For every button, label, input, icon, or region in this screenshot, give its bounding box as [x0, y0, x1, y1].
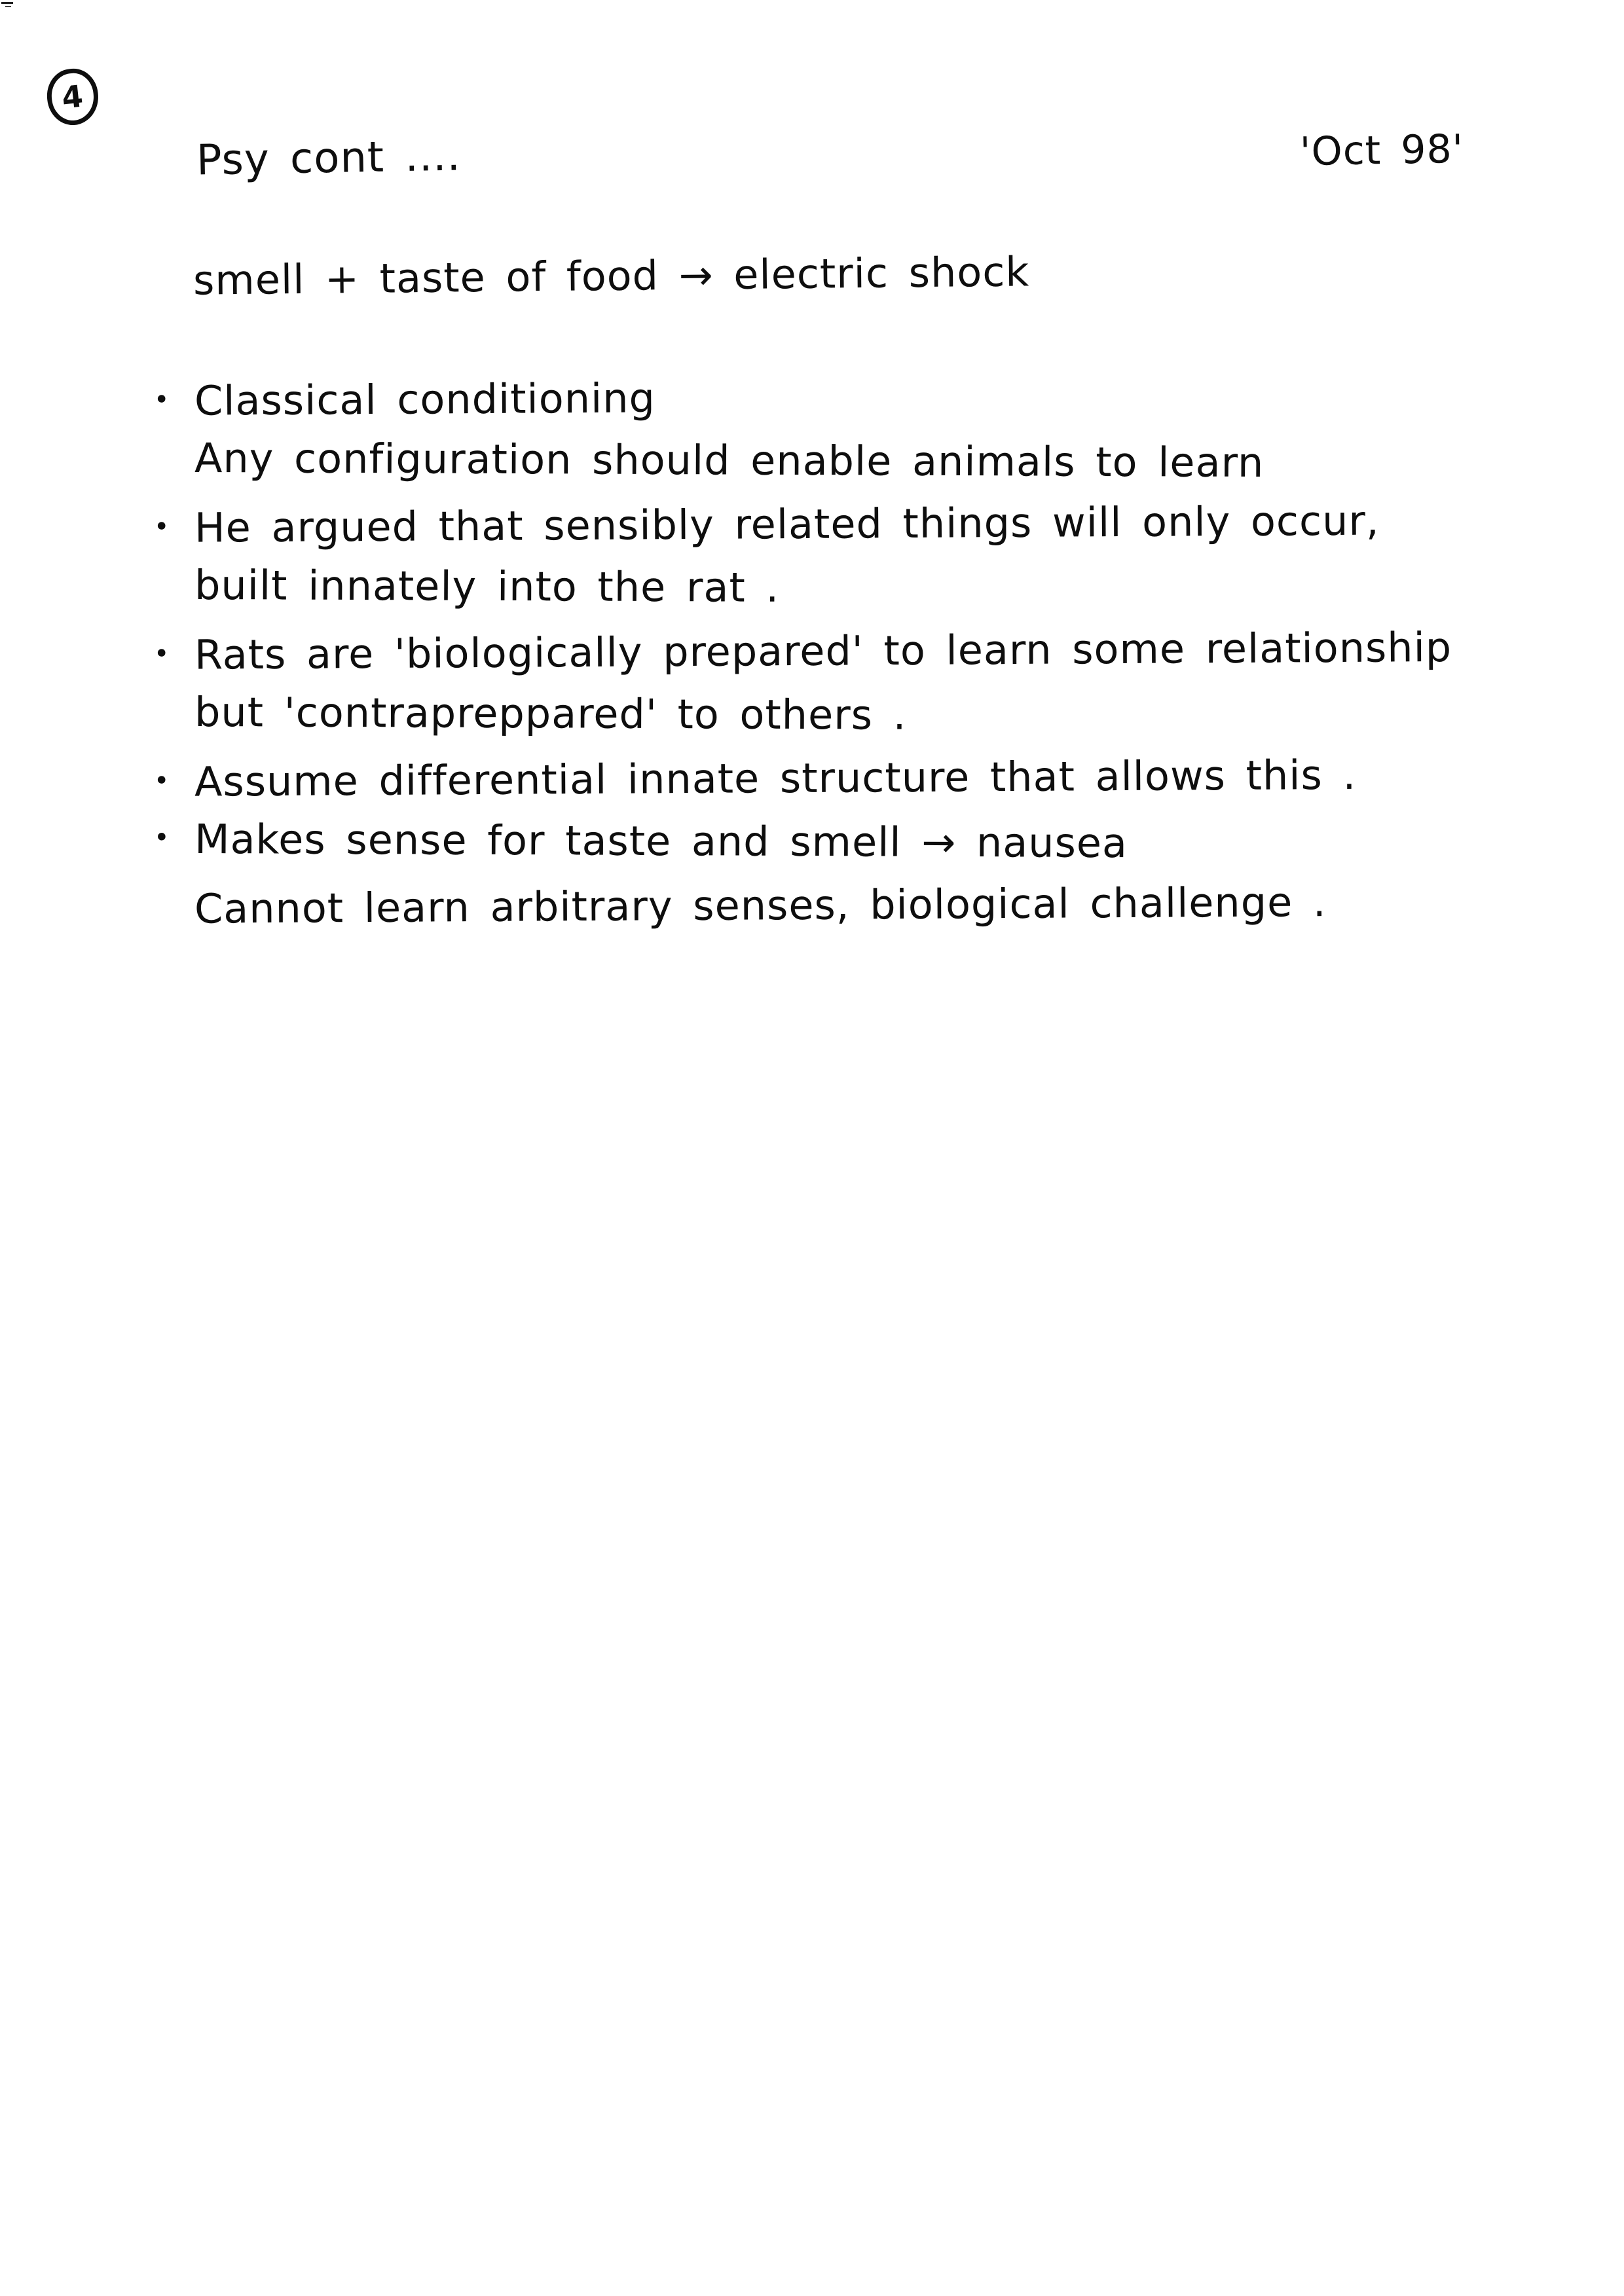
- note-line: [154, 493, 1452, 564]
- note-text: Classical conditioning: [194, 374, 656, 425]
- scan-artifact-mark: [1, 2, 13, 4]
- note-line: [154, 620, 1452, 691]
- note-text: Cannot learn arbitrary senses, biological challenge .: [194, 878, 1327, 933]
- note-text: Assume differential innate structure that allows this .: [194, 750, 1357, 806]
- note-text: He argued that sensibly related things will only occur,: [194, 496, 1380, 552]
- note-line: [154, 874, 1452, 945]
- page-date: 'Oct 98': [1299, 126, 1464, 175]
- note-line: [154, 747, 1452, 818]
- page-number-badge: [45, 66, 101, 128]
- note-text: built innately into the rat .: [194, 560, 780, 611]
- bullet-dot: •: [153, 822, 170, 853]
- notes-list: [154, 370, 1452, 941]
- note-text: but 'contrapreppared' to others .: [194, 687, 907, 739]
- page-number: 4: [60, 78, 86, 116]
- subtitle-line: smell + taste of food → electric shock: [193, 247, 1030, 304]
- note-line: [154, 558, 1452, 627]
- bullet-dot: •: [153, 511, 170, 543]
- note-line: [154, 431, 1452, 500]
- bullet-dot: •: [153, 638, 170, 670]
- page-title: Psy cont ....: [196, 132, 462, 185]
- note-text: Rats are 'biologically prepared' to learn some relationship: [194, 623, 1452, 679]
- note-line: [154, 812, 1452, 881]
- scan-artifact-mark: [5, 6, 11, 7]
- note-line: [154, 685, 1452, 754]
- bullet-dot: •: [153, 384, 170, 416]
- note-line: [154, 366, 1452, 437]
- bullet-dot: •: [153, 765, 170, 797]
- note-text: Makes sense for taste and smell → nausea: [194, 814, 1128, 867]
- note-text: Any configuration should enable animals to learn: [194, 433, 1264, 487]
